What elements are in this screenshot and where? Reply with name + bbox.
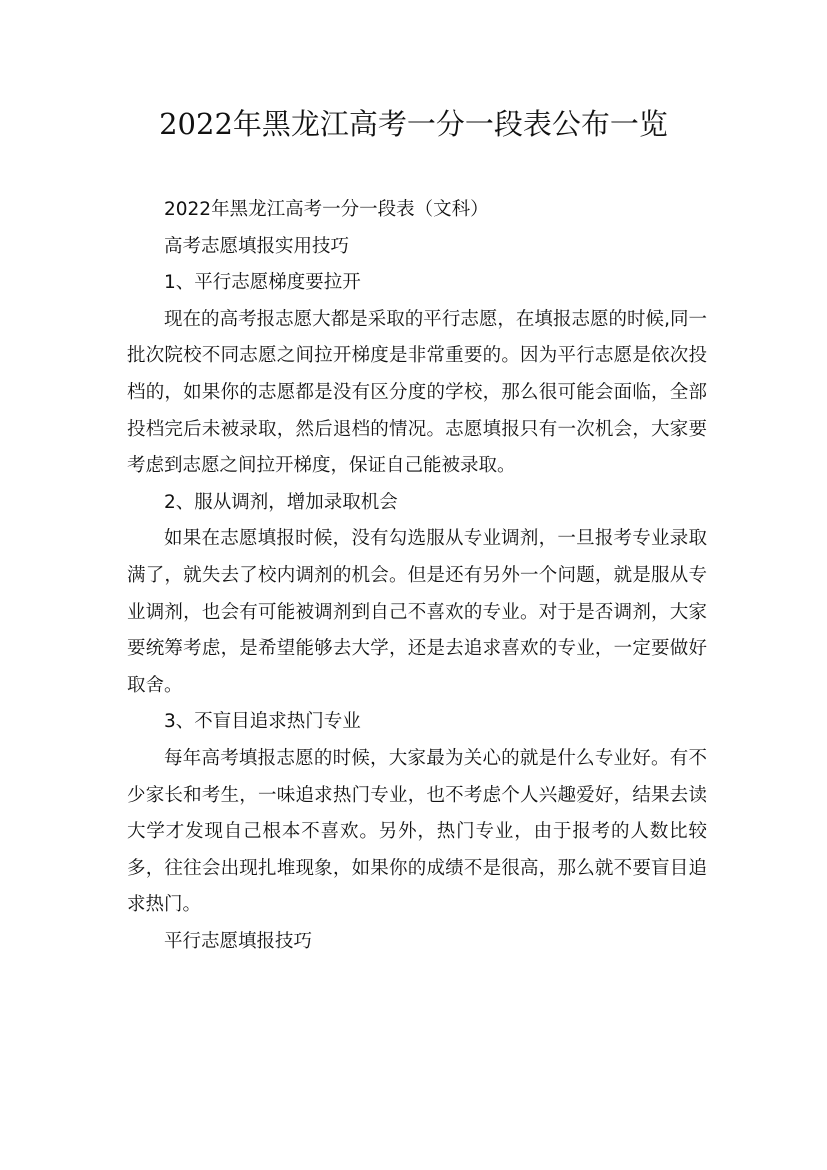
paragraph-subtitle-liberal-arts: 2022年黑龙江高考一分一段表（文科）	[164, 199, 489, 220]
document-title: 2022年黑龙江高考一分一段表公布一览	[159, 107, 668, 141]
paragraph-tip-3-heading: 3、不盲目追求热门专业	[164, 711, 361, 733]
paragraph-tip-2-heading: 2、服从调剂，增加录取机会	[164, 491, 398, 513]
paragraph-tip-1-heading: 1、平行志愿梯度要拉开	[164, 272, 361, 294]
paragraph-tip-2-body: 如果在志愿填报时候，没有勾选服从专业调剂，一旦报考专业录取满了，就失去了校内调剂的机会。但是还有另外一个问题，就是服从专业调剂，也会有可能被调剂到自己不喜欢的专业。对于是否调剂，大家要统筹考虑，是希望能够去大学，还是去追求喜欢的专业，一定要做好取舍。	[127, 528, 707, 696]
paragraph-tip-3-body: 每年高考填报志愿的时候，大家最为关心的就是什么专业好。有不少家长和考生，一味追求热门专业，也不考虑个人兴趣爱好，结果去读大学才发现自己根本不喜欢。另外，热门专业，由于报考的人数比较多，往往会出现扎堆现象，如果你的成绩不是很高，那么就不要盲目追求热门。	[127, 747, 707, 916]
paragraph-parallel-heading: 平行志愿填报技巧	[164, 930, 313, 952]
document-body	[127, 192, 707, 960]
paragraph-tip-1-body: 现在的高考报志愿大都是采取的平行志愿，在填报志愿的时候,同一批次院校不同志愿之间拉开梯度是非常重要的。因为平行志愿是依次投档的，如果你的志愿都是没有区分度的学校，那么很可能会面临，全部投档完后未被录取，然后退档的情况。志愿填报只有一次机会，大家要考虑到志愿之间拉开梯度，保证自己能被录取。	[127, 308, 707, 477]
paragraph-section-heading: 高考志愿填报实用技巧	[164, 235, 350, 257]
